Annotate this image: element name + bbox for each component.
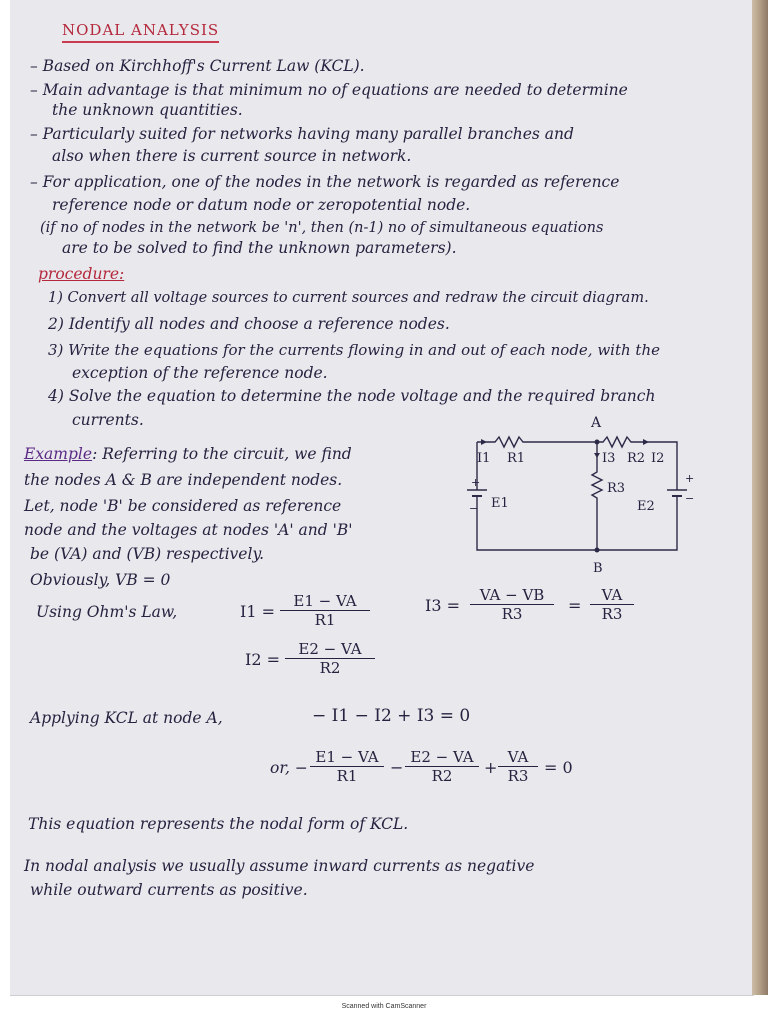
kcl-term-1 — [310, 748, 384, 785]
procedure-step-1: 1) Convert all voltage sources to current sources and redraw the circuit diagram. — [48, 290, 649, 306]
bullet-line-5: also when there is current source in network. — [52, 147, 412, 165]
bullet-line-6: – For application, one of the nodes in the network is regarded as reference — [30, 173, 620, 191]
example-line-1: Example: Referring to the circuit, we find — [24, 445, 352, 463]
resistor-r1-label: R1 — [507, 451, 526, 466]
kcl-intro: Applying KCL at node A, — [30, 709, 223, 727]
procedure-step-3: 3) Write the equations for the currents flowing in and out of each node, with the — [48, 341, 660, 359]
procedure-step-3-cont: exception of the reference node. — [72, 364, 328, 382]
e1-minus-sign: − — [469, 502, 479, 515]
bullet-line-9: are to be solved to find the unknown parameters). — [62, 239, 457, 257]
e1-plus-sign: + — [471, 476, 481, 489]
kcl-term-1-numerator: E1 − VA — [310, 748, 384, 767]
bullet-line-7: reference node or datum node or zeropotential node. — [52, 196, 471, 214]
example-line-3: Let, node 'B' be considered as reference — [24, 497, 342, 515]
bullet-line-1: – Based on Kirchhoff's Current Law (KCL). — [30, 57, 365, 75]
procedure-step-4: 4) Solve the equation to determine the node voltage and the required branch — [48, 387, 656, 405]
i3-equals: = — [568, 596, 582, 615]
current-i3-label: I3 — [602, 451, 616, 466]
i1-numerator: E1 − VA — [280, 592, 370, 611]
or-label: or, − — [270, 759, 308, 777]
bullet-line-8: (if no of nodes in the network be 'n', then (n-1) no of simultaneous equations — [40, 220, 604, 236]
i1-denominator: R1 — [314, 611, 336, 629]
i2-denominator: R2 — [319, 659, 341, 677]
i2-numerator: E2 − VA — [285, 640, 375, 659]
i3-numerator: VA − VB — [470, 586, 554, 605]
bullet-line-3: the unknown quantities. — [52, 101, 243, 119]
ohms-law-intro: Using Ohm's Law, — [36, 603, 178, 621]
closing-line-3: while outward currents as positive. — [30, 881, 308, 899]
bullet-line-4: – Particularly suited for networks having many parallel branches and — [30, 125, 574, 143]
kcl-op-plus: + — [484, 758, 498, 777]
kcl-term-2 — [405, 748, 479, 785]
i3-lhs: I3 = — [425, 596, 460, 615]
kcl-term-2-denominator: R2 — [431, 767, 453, 785]
e2-minus-sign: − — [685, 492, 695, 505]
procedure-step-4-cont: currents. — [72, 411, 144, 429]
example-line-5: be (VA) and (VB) respectively. — [30, 545, 265, 563]
kcl-term-1-denominator: R1 — [336, 767, 358, 785]
source-e1-label: E1 — [491, 496, 509, 511]
kcl-term-3-numerator: VA — [498, 748, 538, 767]
i1-lhs: I1 = — [240, 602, 275, 621]
current-i1-label: I1 — [477, 451, 491, 466]
example-line-4: node and the voltages at nodes 'A' and 'B' — [24, 521, 353, 539]
kcl-equals-zero: = 0 — [544, 758, 573, 777]
node-a-label: A — [591, 415, 602, 431]
i3-fraction — [470, 586, 554, 623]
page-edge — [752, 0, 768, 995]
closing-line-1: This equation represents the nodal form of KCL. — [28, 815, 409, 833]
resistor-r2-label: R2 — [627, 451, 646, 466]
kcl-term-3-denominator: R3 — [507, 767, 529, 785]
i3-denominator: R3 — [501, 605, 523, 623]
source-e2-label: E2 — [637, 499, 655, 514]
e2-plus-sign: + — [685, 472, 695, 485]
closing-line-2: In nodal analysis we usually assume inward currents as negative — [24, 857, 535, 875]
scanner-watermark: Scanned with CamScanner — [341, 1003, 427, 1010]
i3-simplified-fraction — [590, 586, 634, 623]
kcl-term-2-numerator: E2 − VA — [405, 748, 479, 767]
bullet-line-2: – Main advantage is that minimum no of equations are needed to determine — [30, 81, 628, 99]
example-line-6: Obviously, VB = 0 — [30, 571, 171, 589]
i3-simplified-denominator: R3 — [601, 605, 623, 623]
kcl-equation: − I1 − I2 + I3 = 0 — [312, 706, 471, 726]
i2-lhs: I2 = — [245, 650, 280, 669]
i3-simplified-numerator: VA — [590, 586, 634, 605]
kcl-op-minus: − — [390, 758, 404, 777]
example-label: Example — [24, 445, 93, 463]
page-title: NODAL ANALYSIS — [62, 20, 219, 43]
kcl-term-3 — [498, 748, 538, 785]
i1-fraction — [280, 592, 370, 629]
node-b-label: B — [593, 561, 603, 576]
procedure-step-2: 2) Identify all nodes and choose a reference nodes. — [48, 315, 450, 333]
i2-fraction — [285, 640, 375, 677]
circuit-diagram — [455, 412, 705, 582]
resistor-r3-label: R3 — [607, 481, 626, 496]
current-i2-label: I2 — [651, 451, 665, 466]
example-line-2: the nodes A & B are independent nodes. — [24, 471, 343, 489]
procedure-heading: procedure: — [38, 265, 125, 283]
